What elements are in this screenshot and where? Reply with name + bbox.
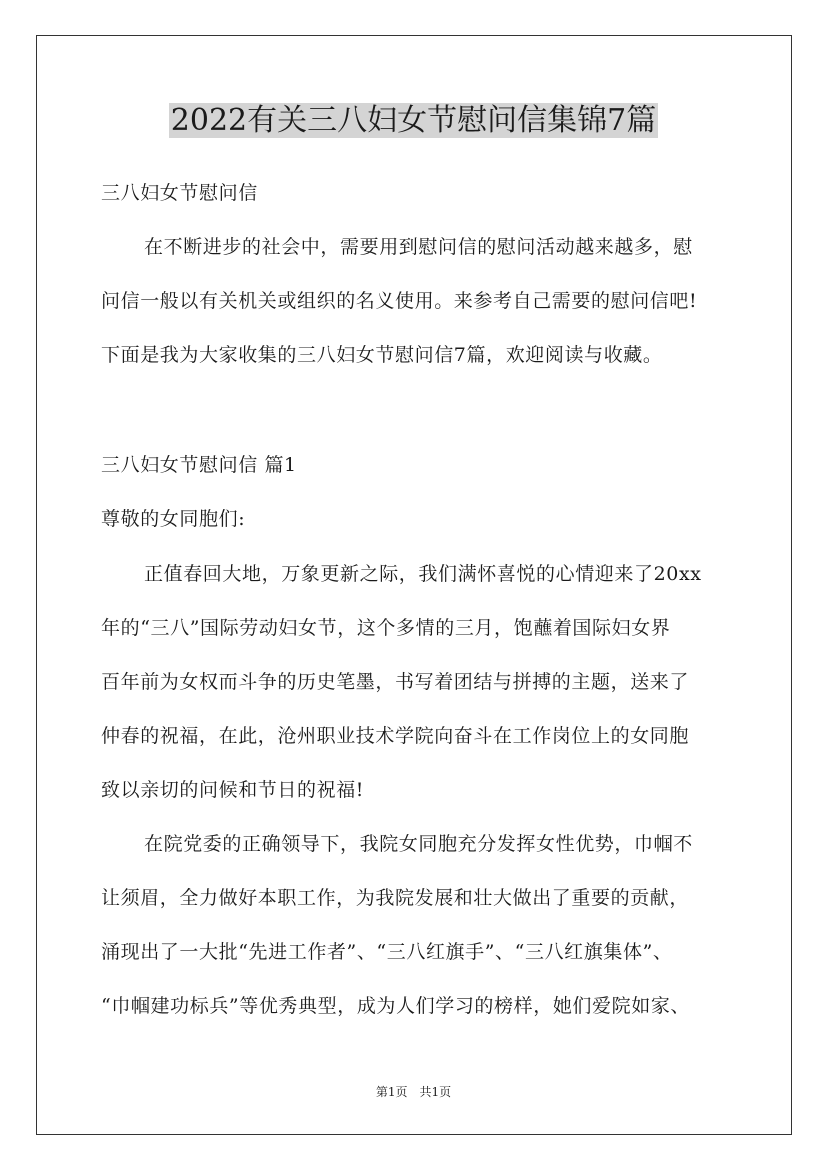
intro-paragraph-line: 问信一般以有关机关或组织的名义使用。来参考自己需要的慰问信吧!: [101, 290, 698, 312]
document-title-text: 2022有关三八妇女节慰问信集锦7篇: [170, 103, 657, 138]
letter-heading: 三八妇女节慰问信 篇1: [101, 454, 297, 476]
intro-paragraph-line: 下面是我为大家收集的三八妇女节慰问信7篇，欢迎阅读与收藏。: [101, 344, 663, 366]
page-number-footer: 第1页 共1页: [375, 1085, 452, 1099]
body-paragraph-line: 正值春回大地，万象更新之际，我们满怀喜悦的心情迎来了20xx: [144, 563, 702, 585]
body-paragraph-line: “巾帼建功标兵”等优秀典型，成为人们学习的榜样，她们爱院如家、: [101, 995, 691, 1017]
body-paragraph-line: 在院党委的正确领导下，我院女同胞充分发挥女性优势，巾帼不: [144, 833, 693, 855]
body-paragraph-line: 让须眉，全力做好本职工作，为我院发展和壮大做出了重要的贡献，: [101, 887, 690, 909]
section-heading: 三八妇女节慰问信: [101, 182, 258, 204]
document-title: [0, 100, 827, 142]
letter-salutation: 尊敬的女同胞们:: [101, 508, 246, 530]
body-paragraph-line: 百年前为女权而斗争的历史笔墨，书写着团结与拼搏的主题，送来了: [101, 671, 690, 693]
body-paragraph-line: 仲春的祝福，在此，沧州职业技术学院向奋斗在工作岗位上的女同胞: [101, 725, 690, 747]
body-paragraph-line: 年的“三八”国际劳动妇女节，这个多情的三月，饱蘸着国际妇女界: [101, 617, 671, 639]
intro-paragraph-line: 在不断进步的社会中，需要用到慰问信的慰问活动越来越多，慰: [144, 236, 693, 258]
body-paragraph-line: 涌现出了一大批“先进工作者”、“三八红旗手”、“三八红旗集体”、: [101, 941, 673, 963]
body-paragraph-line: 致以亲切的问候和节日的祝福!: [101, 779, 365, 801]
